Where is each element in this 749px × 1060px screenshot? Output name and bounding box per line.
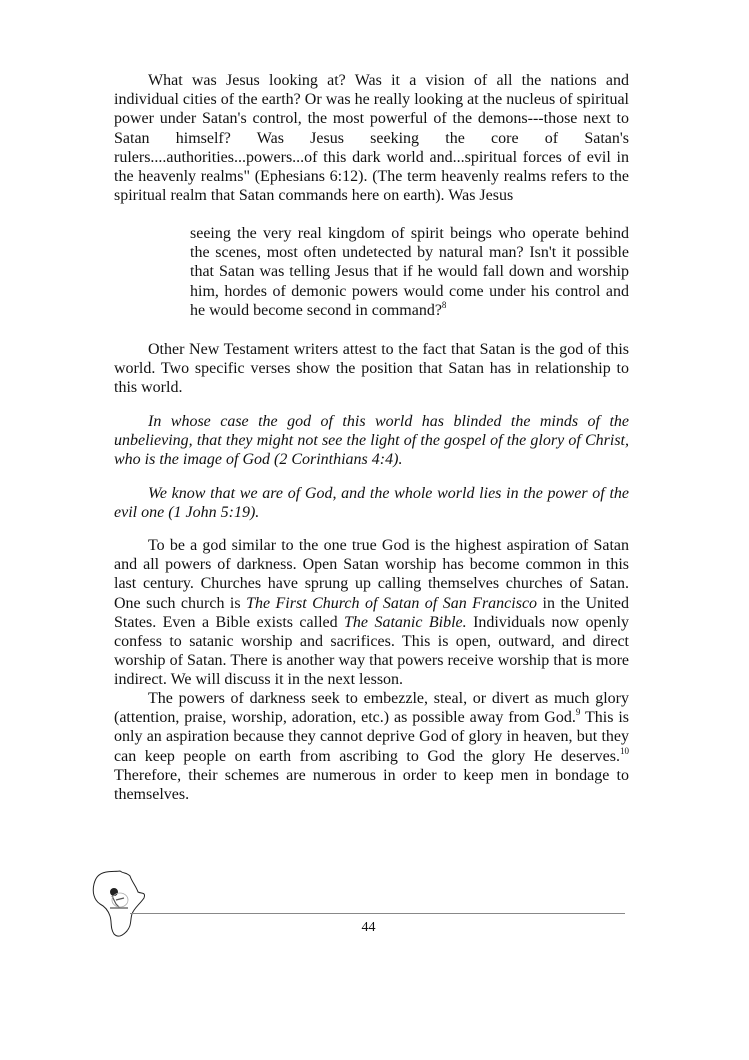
footnote-ref-9: 9 xyxy=(575,707,581,718)
block-quote-text: seeing the very real kingdom of spirit beings who operate behind the scenes, most often undetected by natural man? Isn't it possible that Satan was telling Jesus that if he would fall down and worship him, hordes of demonic powers would come under his control and he would become second in command? xyxy=(190,225,629,319)
block-quote xyxy=(190,224,629,320)
footnote-ref-10: 10 xyxy=(620,745,629,756)
page-number-container xyxy=(0,920,749,936)
paragraph-3-text-b: in the United States. Even a Bible exists called xyxy=(114,594,630,631)
paragraph-1: What was Jesus looking at? Was it a vision of all the nations and individual cities of the earth? Or was he really looking at the nucleus of spiritual power under Satan's control, the most powerful of the demons---those next to Satan himself? Was Jesus seeking the core of Satan's rulers....authorities...powers...of this dark world and...spiritual forces of evil in the heavenly realms" (Ephesians 6:12). (The term heavenly realms refers to the spiritual realm that Satan commands here on earth). Was Jesus xyxy=(114,72,629,205)
footer-divider xyxy=(130,913,625,914)
paragraph-4-text-a: The powers of darkness seek to embezzle, steal, or divert as much glory (attention, praise, worship, adoration, etc.) as possible away from God. xyxy=(114,690,629,727)
paragraph-3 xyxy=(114,536,629,690)
paragraph-4-text-c: Therefore, their schemes are numerous in order to keep men in bondage to themselves. xyxy=(114,766,629,804)
church-name: The First Church of Satan of San Francisco xyxy=(246,594,538,612)
paragraph-3-text-a: To be a god similar to the one true God is the highest aspiration of Satan and all powers of darkness. Open Satan worship has become common in this last century. Churches have sprung up calling themselves churches of Satan. One such church is xyxy=(114,537,629,612)
paragraph-2: Other New Testament writers attest to the fact that Satan is the god of this world. Two specific verses show the position that Satan has in relationship to this world. xyxy=(114,341,629,397)
book-title: The Satanic Bible. xyxy=(344,613,467,631)
paragraph-4-text-b: This is only an aspiration because they cannot deprive God of glory in heaven, but they can keep people on earth from ascribing to God the glory He deserves. xyxy=(114,709,630,765)
page-number: 44 xyxy=(361,920,376,935)
scripture-verse-2: We know that we are of God, and the whole world lies in the power of the evil one (1 John 5:19). xyxy=(114,485,629,522)
footnote-ref-8: 8 xyxy=(441,299,447,310)
paragraph-4 xyxy=(114,689,629,804)
scripture-verse-1: In whose case the god of this world has blinded the minds of the unbelieving, that they might not see the light of the gospel of the glory of Christ, who is the image of God (2 Corinthians 4:4). xyxy=(114,413,629,469)
paragraph-3-text-c: Individuals now openly confess to satanic worship and sacrifices. This is open, outward, and direct worship of Satan. There is another way that powers receive worship that is more indirect. We will discuss it in the next lesson. xyxy=(114,613,629,689)
